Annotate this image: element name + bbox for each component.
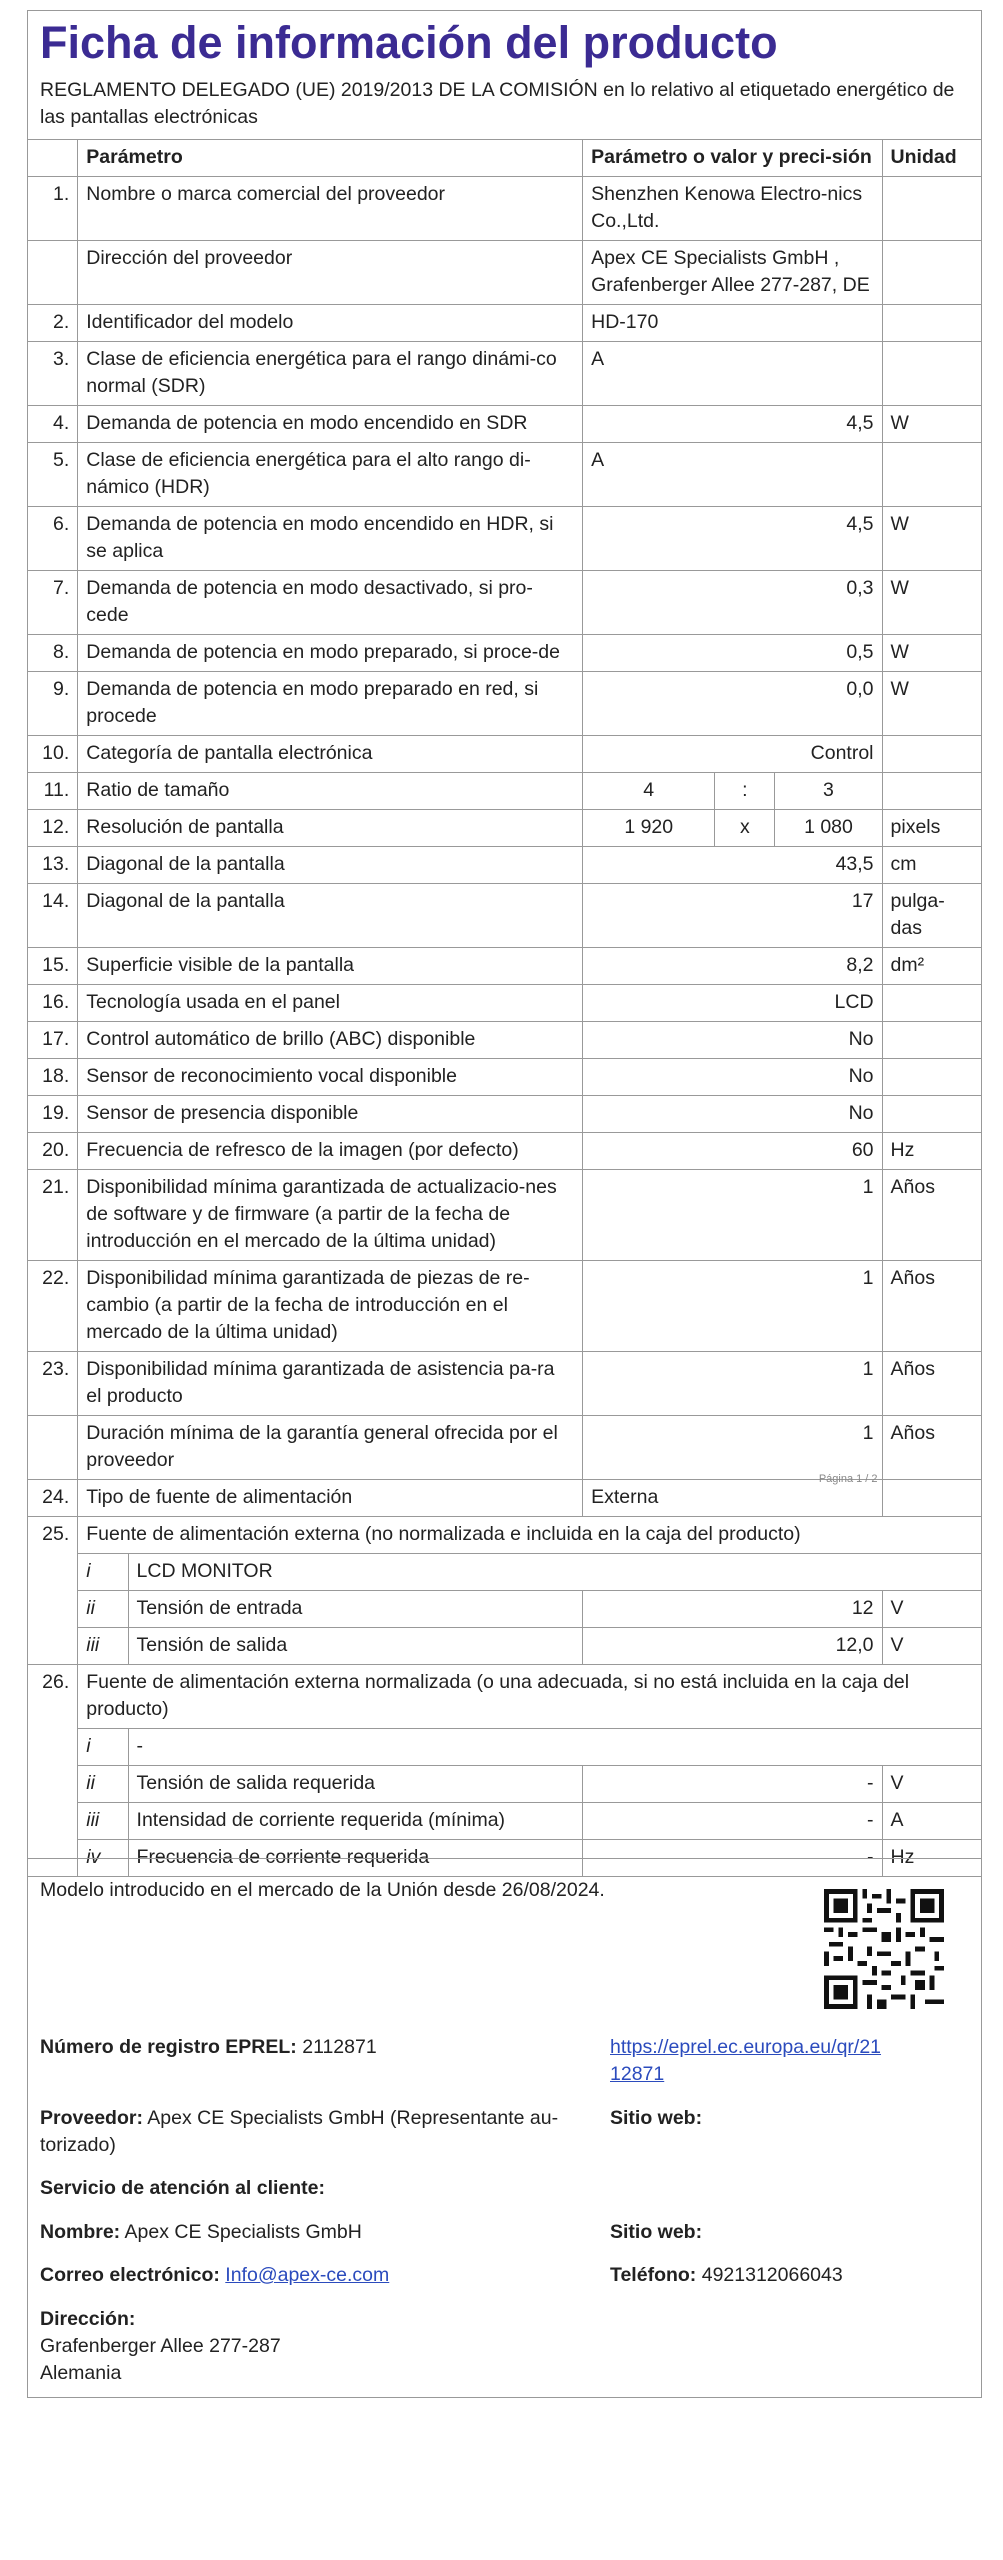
parameter-label: Identificador del modelo xyxy=(78,305,583,342)
table-subrow xyxy=(28,1554,982,1591)
parameter-value: 4,5 xyxy=(583,507,882,571)
parameter-value: 43,5 xyxy=(583,847,882,884)
parameter-value: 17 xyxy=(583,884,882,948)
row-number: 21. xyxy=(28,1170,78,1261)
contact-name-value: Apex CE Specialists GmbH xyxy=(124,2221,362,2243)
parameter-label: Demanda de potencia en modo desactivado, si pro-cede xyxy=(78,571,583,635)
parameter-unit xyxy=(882,177,981,241)
table-row xyxy=(28,736,982,773)
row-number: 17. xyxy=(28,1022,78,1059)
market-date-text: Modelo introducido en el mercado de la Unión desde 26/08/2024. xyxy=(40,1879,605,1901)
subrow-index: iii xyxy=(78,1803,128,1840)
subrow-label: Tensión de entrada xyxy=(128,1591,583,1628)
row-number xyxy=(28,1416,78,1480)
value-part-a: 1 920 xyxy=(583,810,715,847)
parameter-unit: dm² xyxy=(882,948,981,985)
parameter-label: Control automático de brillo (ABC) disponible xyxy=(78,1022,583,1059)
row-number: 14. xyxy=(28,884,78,948)
row-number: 24. xyxy=(28,1480,78,1517)
table-subrow xyxy=(28,1628,982,1665)
parameter-unit: Hz xyxy=(882,1133,981,1170)
parameter-label: Categoría de pantalla electrónica xyxy=(78,736,583,773)
parameter-label: Diagonal de la pantalla xyxy=(78,884,583,948)
parameter-unit: W xyxy=(882,672,981,736)
parameter-unit: Años xyxy=(882,1416,981,1480)
table-row xyxy=(28,443,982,507)
eprel-row xyxy=(40,2034,377,2061)
parameter-label: Fuente de alimentación externa (no normalizada e incluida en la caja del producto) xyxy=(78,1517,982,1554)
product-sheet xyxy=(27,10,982,1877)
parameter-value: 1 xyxy=(583,1352,882,1416)
row-number: 2. xyxy=(28,305,78,342)
parameter-label: Sensor de presencia disponible xyxy=(78,1096,583,1133)
supplier-label: Proveedor: xyxy=(40,2107,143,2129)
subrow-label: Tensión de salida xyxy=(128,1628,583,1665)
parameter-value: A xyxy=(583,443,882,507)
parameter-unit xyxy=(882,1059,981,1096)
parameter-label: Demanda de potencia en modo encendido en HDR, si se aplica xyxy=(78,507,583,571)
subrow-unit: V xyxy=(882,1628,981,1665)
table-subrow xyxy=(28,1729,982,1766)
row-number: 18. xyxy=(28,1059,78,1096)
parameter-unit xyxy=(882,305,981,342)
subrow-index: ii xyxy=(78,1591,128,1628)
row-number: 15. xyxy=(28,948,78,985)
table-row xyxy=(28,773,982,810)
table-row xyxy=(28,1059,982,1096)
table-row xyxy=(28,406,982,443)
parameter-value: 4,5 xyxy=(583,406,882,443)
subrow-label: - xyxy=(128,1729,981,1766)
address-line-2: Alemania xyxy=(40,2362,122,2384)
parameter-unit: W xyxy=(882,571,981,635)
parameter-value: No xyxy=(583,1022,882,1059)
eprel-value: 2112871 xyxy=(302,2036,377,2058)
table-row xyxy=(28,177,982,241)
row-number: 12. xyxy=(28,810,78,847)
address-label: Dirección: xyxy=(40,2308,136,2330)
table-row xyxy=(28,1480,982,1517)
parameter-unit xyxy=(882,342,981,406)
email-link[interactable]: Info@apex-ce.com xyxy=(225,2264,390,2286)
parameter-value-text: 1 xyxy=(862,1422,874,1444)
email-label: Correo electrónico: xyxy=(40,2264,220,2286)
subrow-label: Tensión de salida requerida xyxy=(128,1766,583,1803)
table-row xyxy=(28,948,982,985)
row-number: 4. xyxy=(28,406,78,443)
header-unit: Unidad xyxy=(882,140,981,177)
parameter-label: Demanda de potencia en modo encendido en SDR xyxy=(78,406,583,443)
table-row xyxy=(28,985,982,1022)
contact-name-row xyxy=(40,2219,362,2246)
parameter-unit xyxy=(882,1480,981,1517)
subrow-index: i xyxy=(78,1554,128,1591)
table-row xyxy=(28,1352,982,1416)
parameter-label: Demanda de potencia en modo preparado en red, si procede xyxy=(78,672,583,736)
table-row xyxy=(28,810,982,847)
subrow-value: - xyxy=(583,1840,882,1877)
parameter-label: Clase de eficiencia energética para el rango dinámi-co normal (SDR) xyxy=(78,342,583,406)
parameter-unit xyxy=(882,241,981,305)
parameter-unit xyxy=(882,736,981,773)
phone-value: 4921312066043 xyxy=(701,2264,843,2286)
parameter-label: Nombre o marca comercial del proveedor xyxy=(78,177,583,241)
parameter-value: HD-170 xyxy=(583,305,882,342)
supplier-row xyxy=(40,2105,600,2159)
subrow-index: ii xyxy=(78,1766,128,1803)
row-number: 10. xyxy=(28,736,78,773)
row-number: 6. xyxy=(28,507,78,571)
qr-code-icon xyxy=(824,1889,944,2009)
regulation-subtitle: REGLAMENTO DELEGADO (UE) 2019/2013 DE LA COMISIÓN en lo relativo al etiquetado energético de las pantallas electrónicas xyxy=(40,79,955,128)
parameter-label: Duración mínima de la garantía general ofrecida por el proveedor xyxy=(78,1416,583,1480)
parameter-value: LCD xyxy=(583,985,882,1022)
value-part-b: 1 080 xyxy=(775,810,882,847)
row-number: 5. xyxy=(28,443,78,507)
value-separator: : xyxy=(715,773,775,810)
customer-service-heading: Servicio de atención al cliente: xyxy=(40,2177,326,2199)
subrow-value: 12 xyxy=(583,1591,882,1628)
table-row xyxy=(28,1022,982,1059)
subrow-label: LCD MONITOR xyxy=(128,1554,981,1591)
parameter-label: Resolución de pantalla xyxy=(78,810,583,847)
row-number: 23. xyxy=(28,1352,78,1416)
header-value: Parámetro o valor y preci-sión xyxy=(583,140,882,177)
phone-row xyxy=(610,2262,843,2289)
parameter-label: Disponibilidad mínima garantizada de asistencia pa-ra el producto xyxy=(78,1352,583,1416)
parameter-label: Demanda de potencia en modo preparado, si proce-de xyxy=(78,635,583,672)
supplier-website-label: Sitio web: xyxy=(610,2107,703,2129)
parameter-unit: Años xyxy=(882,1170,981,1261)
row-number xyxy=(28,241,78,305)
row-number: 13. xyxy=(28,847,78,884)
table-row xyxy=(28,1170,982,1261)
subrow-value: - xyxy=(583,1766,882,1803)
contact-website-label: Sitio web: xyxy=(610,2221,703,2243)
page-title: Ficha de información del producto xyxy=(40,17,778,68)
parameter-label: Sensor de reconocimiento vocal disponible xyxy=(78,1059,583,1096)
parameter-unit xyxy=(882,443,981,507)
parameter-unit: W xyxy=(882,507,981,571)
parameter-value: No xyxy=(583,1096,882,1133)
parameter-label: Tecnología usada en el panel xyxy=(78,985,583,1022)
row-number: 19. xyxy=(28,1096,78,1133)
row-number: 8. xyxy=(28,635,78,672)
parameter-unit: W xyxy=(882,406,981,443)
table-row xyxy=(28,672,982,736)
parameter-unit: pixels xyxy=(882,810,981,847)
row-number: 25. xyxy=(28,1517,78,1665)
parameter-value: 8,2 xyxy=(583,948,882,985)
table-row xyxy=(28,1261,982,1352)
row-number: 16. xyxy=(28,985,78,1022)
parameter-unit: Años xyxy=(882,1352,981,1416)
table-row xyxy=(28,1665,982,1729)
eprel-label: Número de registro EPREL: xyxy=(40,2036,297,2058)
parameter-value: 1 xyxy=(583,1170,882,1261)
parameter-unit xyxy=(882,773,981,810)
subrow-index: iv xyxy=(78,1840,128,1877)
parameter-label: Dirección del proveedor xyxy=(78,241,583,305)
parameter-value: 1 xyxy=(583,1261,882,1352)
subrow-unit: Hz xyxy=(882,1840,981,1877)
parameter-unit xyxy=(882,1022,981,1059)
table-row xyxy=(28,1096,982,1133)
parameter-value xyxy=(583,1416,882,1485)
product-info-box xyxy=(27,1858,982,2398)
address-line-1: Grafenberger Allee 277-287 xyxy=(40,2335,281,2357)
parameter-value: 0,5 xyxy=(583,635,882,672)
table-row xyxy=(28,884,982,948)
table-row xyxy=(28,305,982,342)
table-row xyxy=(28,507,982,571)
parameter-value: 0,3 xyxy=(583,571,882,635)
table-row xyxy=(28,847,982,884)
parameter-unit: Años xyxy=(882,1261,981,1352)
subrow-value: 12,0 xyxy=(583,1628,882,1665)
parameter-unit xyxy=(882,985,981,1022)
parameter-value: 0,0 xyxy=(583,672,882,736)
row-number: 3. xyxy=(28,342,78,406)
row-number: 22. xyxy=(28,1261,78,1352)
subrow-unit: V xyxy=(882,1591,981,1628)
parameter-label: Disponibilidad mínima garantizada de piezas de re-cambio (a partir de la fecha de introducción en el mercado de la última unidad) xyxy=(78,1261,583,1352)
value-part-b: 3 xyxy=(775,773,882,810)
parameter-value: A xyxy=(583,342,882,406)
table-header-row xyxy=(28,140,982,177)
table-row xyxy=(28,1416,982,1480)
email-row xyxy=(40,2262,389,2289)
eprel-link-block xyxy=(610,2034,881,2088)
sheet-header xyxy=(27,10,982,139)
table-subrow xyxy=(28,1766,982,1803)
parameter-label: Tipo de fuente de alimentación xyxy=(78,1480,583,1517)
eprel-link-line-1[interactable]: https://eprel.ec.europa.eu/qr/21 xyxy=(610,2036,882,2058)
subrow-index: i xyxy=(78,1729,128,1766)
subrow-index: iii xyxy=(78,1628,128,1665)
parameter-label: Superficie visible de la pantalla xyxy=(78,948,583,985)
page-number-note: Página 1 / 2 xyxy=(818,1473,878,1485)
header-parameter: Parámetro xyxy=(78,140,583,177)
table-row xyxy=(28,571,982,635)
parameter-label: Ratio de tamaño xyxy=(78,773,583,810)
parameter-value: Control xyxy=(583,736,882,773)
row-number: 7. xyxy=(28,571,78,635)
row-number: 26. xyxy=(28,1665,78,1877)
eprel-link-line-2[interactable]: 12871 xyxy=(610,2063,665,2085)
parameter-value: Shenzhen Kenowa Electro-nics Co.,Ltd. xyxy=(583,177,882,241)
table-row xyxy=(28,342,982,406)
supplier-value-line-1: Apex CE Specialists GmbH (Representante au- xyxy=(147,2107,559,2129)
subrow-label: Frecuencia de corriente requerida xyxy=(128,1840,583,1877)
row-number: 11. xyxy=(28,773,78,810)
supplier-value-line-2: torizado) xyxy=(40,2134,116,2156)
parameter-label: Fuente de alimentación externa normalizada (o una adecuada, si no está incluida en la caja del producto) xyxy=(78,1665,982,1729)
value-separator: x xyxy=(715,810,775,847)
parameter-label: Diagonal de la pantalla xyxy=(78,847,583,884)
parameter-unit xyxy=(882,1096,981,1133)
address-block xyxy=(40,2306,281,2387)
parameter-unit: pulga-das xyxy=(882,884,981,948)
parameter-table xyxy=(27,139,982,1877)
table-row xyxy=(28,241,982,305)
row-number: 9. xyxy=(28,672,78,736)
contact-name-label: Nombre: xyxy=(40,2221,121,2243)
value-part-a: 4 xyxy=(583,773,715,810)
parameter-label: Disponibilidad mínima garantizada de actualizacio-nes de software y de firmware (a partir de la fecha de introducción en el mercado de la última unidad) xyxy=(78,1170,583,1261)
parameter-value: No xyxy=(583,1059,882,1096)
parameter-label: Clase de eficiencia energética para el alto rango di-námico (HDR) xyxy=(78,443,583,507)
subrow-label: Intensidad de corriente requerida (mínima) xyxy=(128,1803,583,1840)
parameter-value: Apex CE Specialists GmbH , Grafenberger Allee 277-287, DE xyxy=(583,241,882,305)
parameter-value: 60 xyxy=(583,1133,882,1170)
table-row xyxy=(28,1133,982,1170)
table-subrow xyxy=(28,1591,982,1628)
subrow-value: - xyxy=(583,1803,882,1840)
row-number: 1. xyxy=(28,177,78,241)
phone-label: Teléfono: xyxy=(610,2264,697,2286)
parameter-unit: cm xyxy=(882,847,981,884)
subrow-unit: V xyxy=(882,1766,981,1803)
subrow-unit: A xyxy=(882,1803,981,1840)
table-subrow xyxy=(28,1803,982,1840)
row-number: 20. xyxy=(28,1133,78,1170)
table-row xyxy=(28,1517,982,1554)
parameter-unit: W xyxy=(882,635,981,672)
parameter-label: Frecuencia de refresco de la imagen (por defecto) xyxy=(78,1133,583,1170)
parameter-value: Externa xyxy=(583,1480,882,1517)
table-row xyxy=(28,635,982,672)
